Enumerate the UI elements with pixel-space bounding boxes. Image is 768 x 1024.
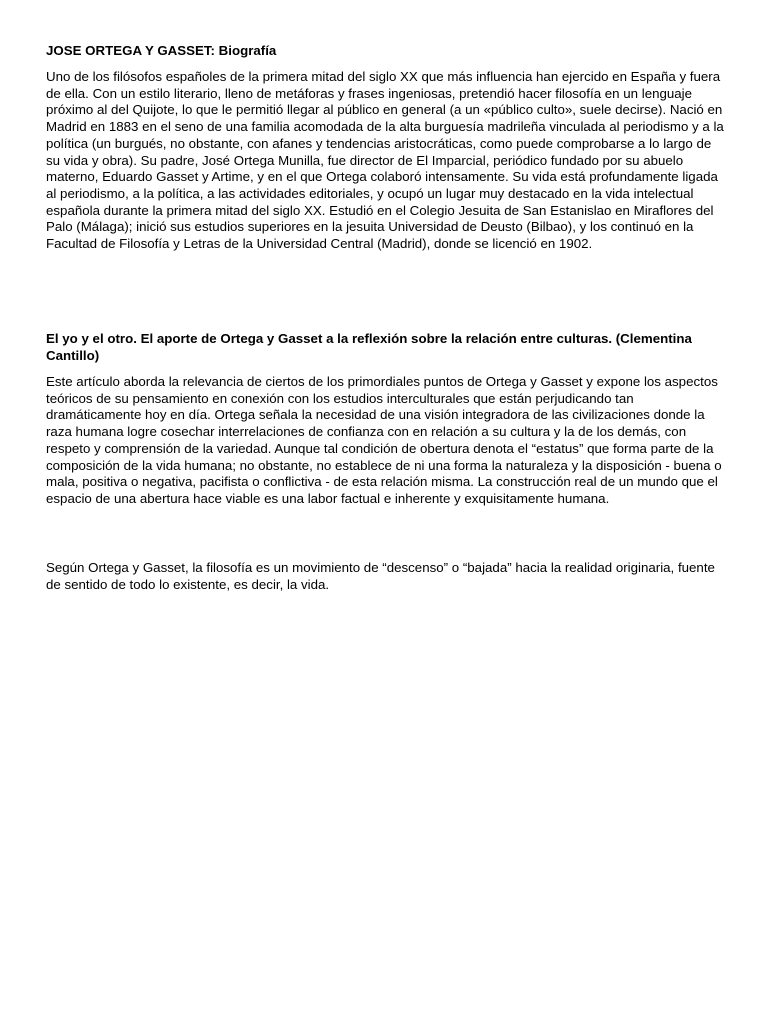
- philosophy-paragraph: Según Ortega y Gasset, la filosofía es un movimiento de “descenso” o “bajada” hacia la realidad originaria, fuente de sentido de todo lo existente, es decir, la vida.: [46, 560, 715, 592]
- article-heading: El yo y el otro. El aporte de Ortega y Gasset a la reflexión sobre la relación entre culturas. (Clementina Cantillo): [46, 331, 692, 363]
- article-paragraph: Este artículo aborda la relevancia de ciertos de los primordiales puntos de Ortega y Gasset y expone los aspectos teóricos de su pensamiento en conexión con los estudios interculturales que están perjudicando tan dramáticamente hoy en día. Ortega señala la necesidad de una visión integradora de las civilizaciones donde la raza humana logre cosechar interrelaciones de confianza con en relación a su cultura y la de los demás, con respeto y comprensión de la variedad. Aunque tal condición de obertura denota el “estatus” que forma parte de la composición de la vida humana; no obstante, no establece de ni una forma la naturaleza y la disposición - buena o mala, positiva o negativa, pacifista o conflictiva - de esta relación misma. La construcción real de un mundo que el espacio de una abertura hace viable es una labor factual e inherente y exquisitamente humana.: [46, 374, 722, 506]
- biography-paragraph: Uno de los filósofos españoles de la primera mitad del siglo XX que más influencia han ejercido en España y fuera de ella. Con un estilo literario, lleno de metáforas y frases ingeniosas, pretendió hacer filosofía en un lenguaje próximo al del Quijote, lo que le permitió llegar al público en general (a un «público culto», suele decirse). Nació en Madrid en 1883 en el seno de una familia acomodada de la alta burguesía madrileña vinculada al periodismo y a la política (un burgués, no obstante, con afanes y tendencias aristocráticas, como puede comprobarse a lo largo de su vida y obra). Su padre, José Ortega Munilla, fue director de El Imparcial, periódico fundado por su abuelo materno, Eduardo Gasset y Artime, y en el que Ortega colaboró intensamente. Su vida está profundamente ligada al periodismo, a la política, a las actividades editoriales, y ocupó un lugar muy destacado en la vida intelectual española durante la primera mitad del siglo XX. Estudió en el Colegio Jesuita de San Estanislao en Miraflores del Palo (Málaga); inició sus estudios superiores en la jesuita Universidad de Deusto (Bilbao), y los continuó en la Facultad de Filosofía y Letras de la Universidad Central (Madrid), donde se licenció en 1902.: [46, 69, 724, 252]
- biography-heading: JOSE ORTEGA Y GASSET: Biografía: [46, 43, 277, 58]
